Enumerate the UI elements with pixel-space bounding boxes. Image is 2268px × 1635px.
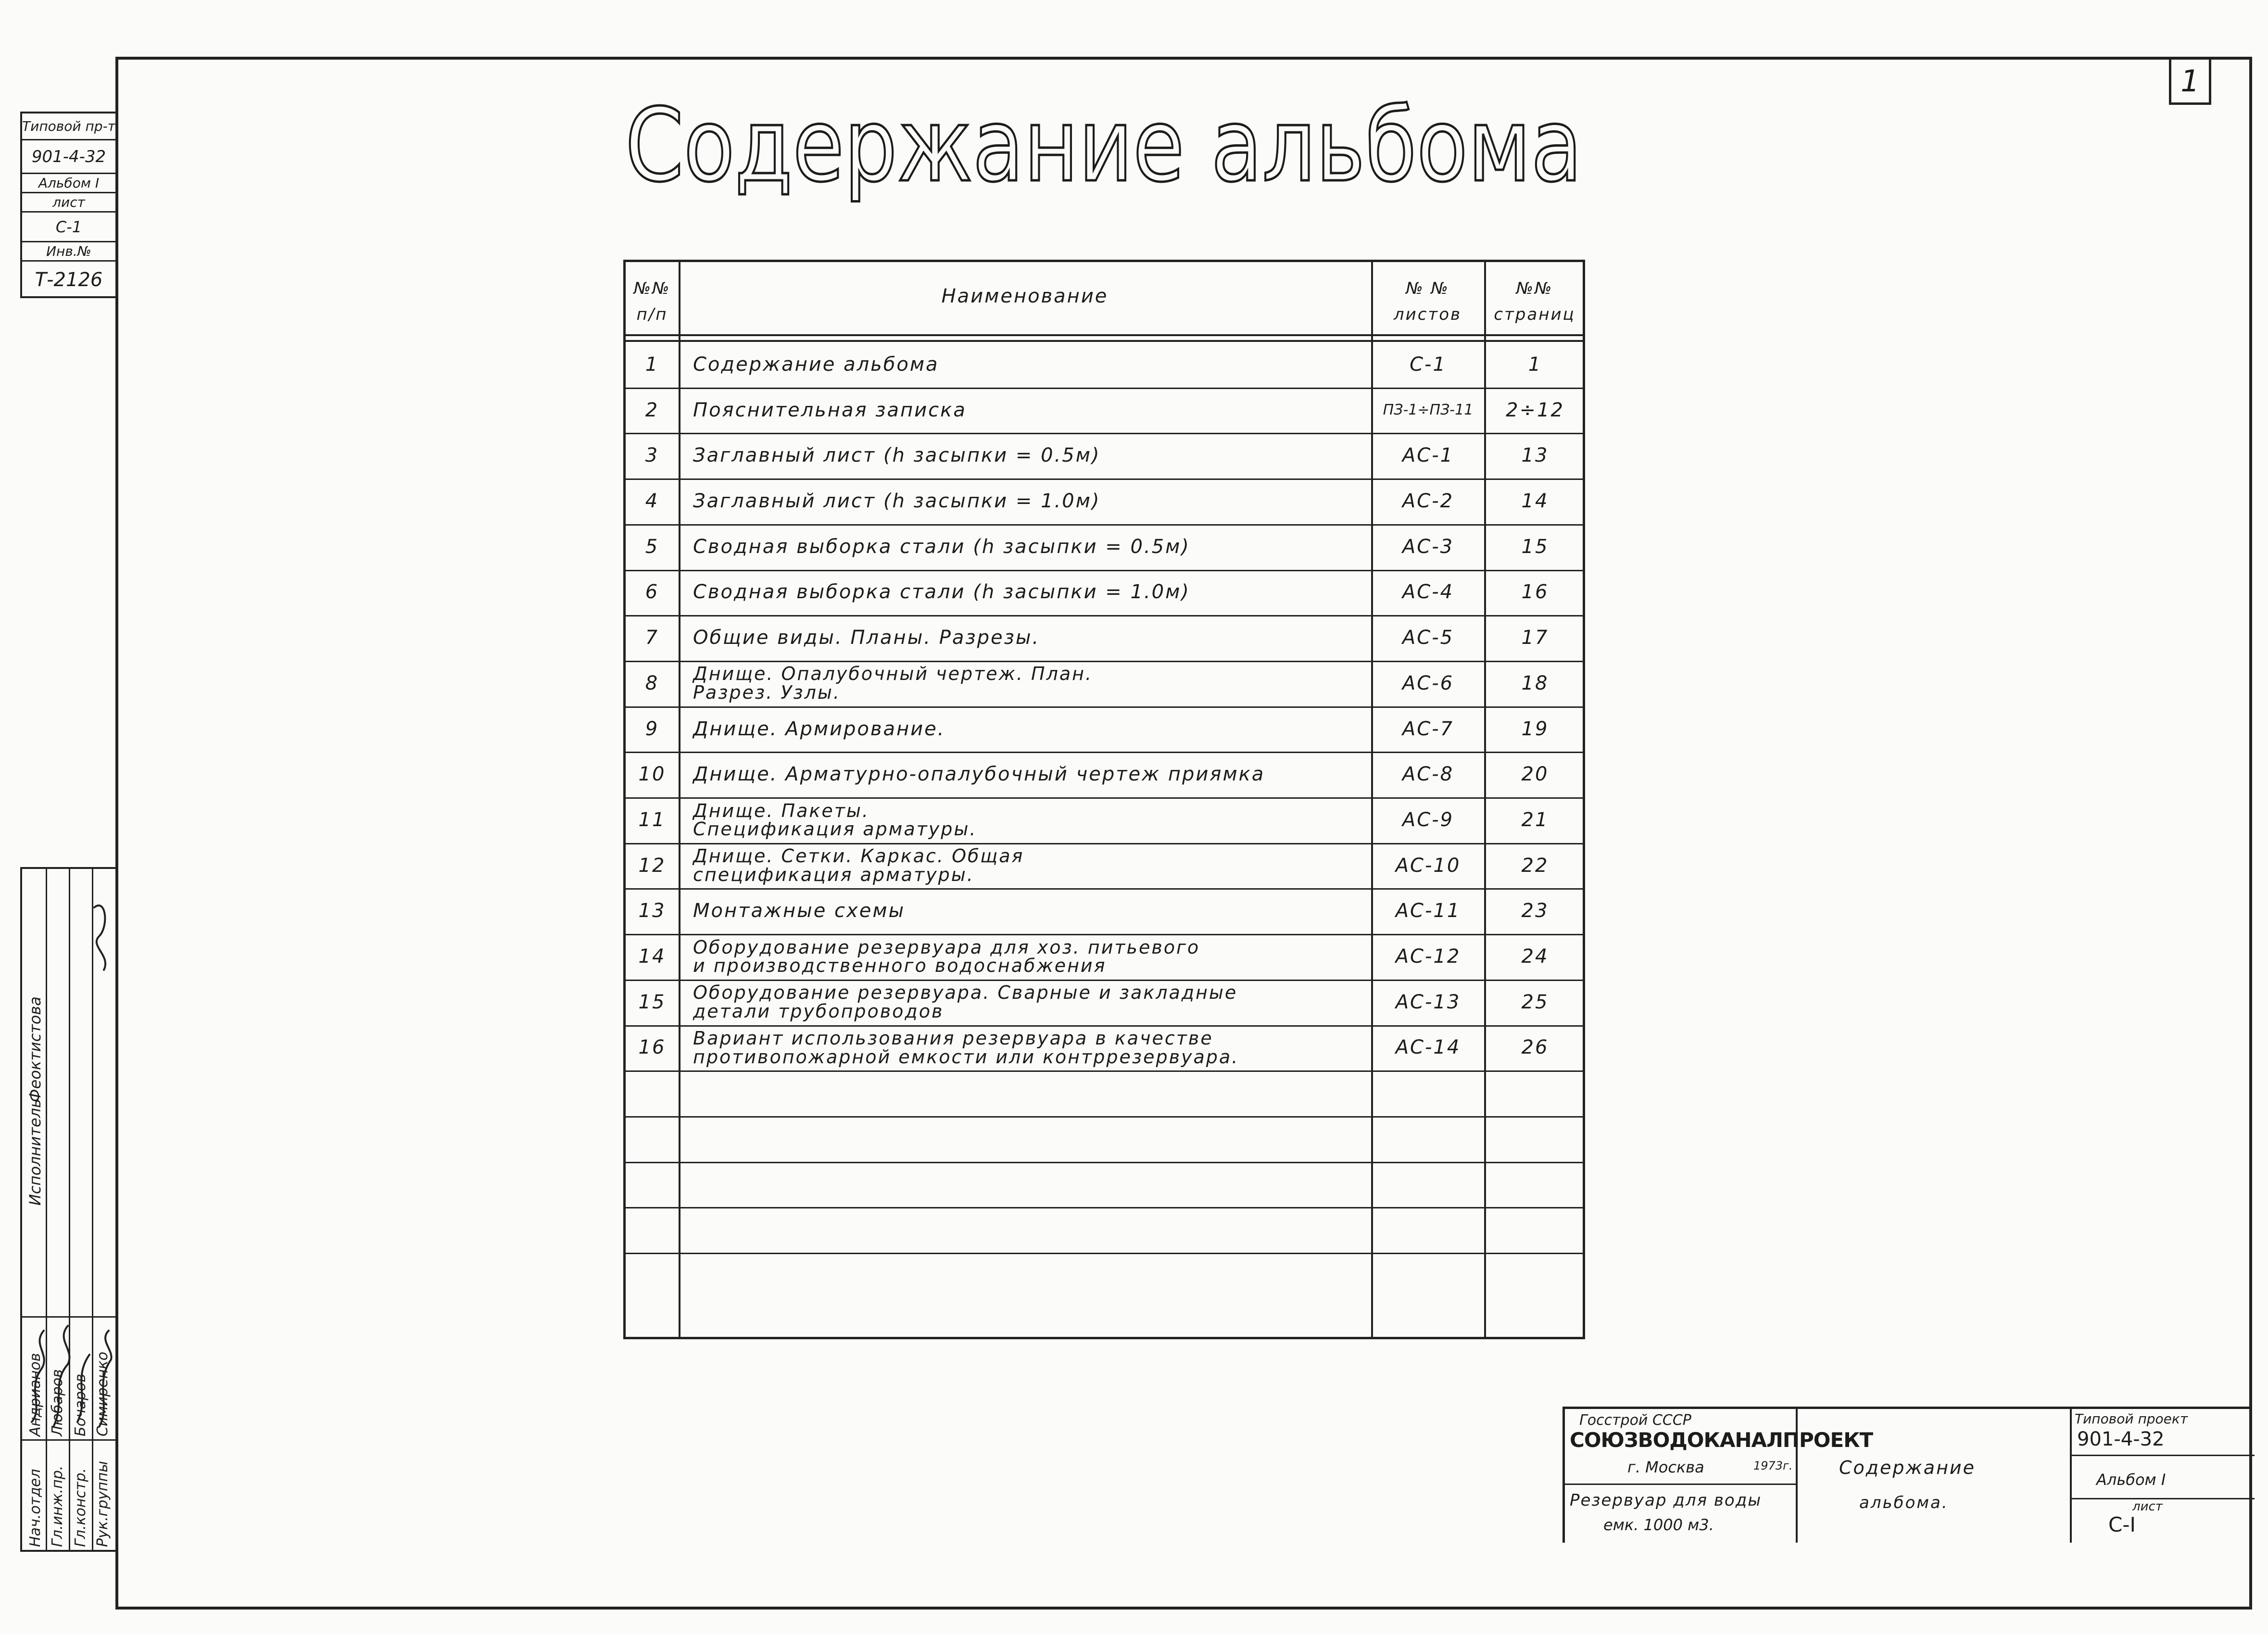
tb-sheet-value: С-I — [2108, 1513, 2136, 1536]
row-number: 11 — [638, 808, 666, 831]
row-number: 12 — [638, 854, 666, 877]
row-name: Содержание альбома — [693, 353, 939, 376]
margin-album-label: Альбом I — [22, 174, 115, 193]
row-number: 14 — [638, 945, 666, 968]
object-name: Резервуар для воды — [1570, 1491, 1762, 1510]
row-sheet: АС-11 — [1395, 900, 1461, 922]
row-name: Заглавный лист (h засыпки = 1.0м) — [693, 490, 1101, 513]
tb-sheet-label: лист — [2132, 1499, 2163, 1514]
row-page: 23 — [1521, 900, 1549, 922]
tb-album: Альбом I — [2096, 1471, 2166, 1489]
row-page: 20 — [1521, 763, 1549, 786]
row-page: 2÷12 — [1506, 399, 1564, 421]
row-name: Оборудование резервуара для хоз. питьевого и производственного водоснабжения — [693, 936, 1200, 977]
row-page: 1 — [1528, 353, 1542, 376]
row-sheet: АС-13 — [1395, 991, 1461, 1013]
row-sheet: АС-8 — [1402, 763, 1454, 786]
object-capacity: емк. 1000 м3. — [1603, 1516, 1714, 1534]
name-3: Бочаров — [72, 1373, 89, 1436]
row-sheet: С-1 — [1410, 353, 1447, 376]
row-sheet: ПЗ-1÷ПЗ-11 — [1383, 401, 1474, 418]
row-number: 10 — [638, 763, 666, 786]
header-num: №№ п/п — [633, 279, 671, 325]
row-page: 13 — [1521, 444, 1549, 467]
header-name: Наименование — [941, 285, 1109, 307]
sheet-title-line1: Содержание — [1839, 1457, 1976, 1478]
row-sheet: АС-5 — [1402, 627, 1454, 649]
row-number: 8 — [645, 672, 659, 694]
row-sheet: АС-12 — [1395, 945, 1461, 968]
org-name: СОЮЗВОДОКАНАЛПРОЕКТ — [1570, 1428, 1873, 1452]
row-number: 16 — [638, 1036, 666, 1059]
role-3: Гл.констр. — [72, 1468, 89, 1547]
row-page: 19 — [1521, 717, 1549, 740]
margin-project-label: Типовой пр-т — [22, 113, 115, 140]
row-name: Днище. Арматурно-опалубочный чертеж приямка — [693, 763, 1265, 786]
row-page: 24 — [1521, 945, 1549, 968]
row-page: 16 — [1521, 581, 1549, 604]
page-number: 1 — [2169, 57, 2211, 105]
row-name: Днище. Пакеты. Спецификация арматуры. — [693, 800, 977, 840]
row-sheet: АС-2 — [1402, 490, 1454, 513]
row-number: 4 — [645, 490, 659, 513]
row-sheet: АС-10 — [1395, 854, 1461, 877]
row-number: 6 — [645, 581, 659, 604]
tb-project-code: 901-4-32 — [2077, 1428, 2165, 1450]
row-number: 9 — [645, 717, 659, 740]
row-page: 14 — [1521, 490, 1549, 513]
role-2: Гл.инж.пр. — [49, 1465, 66, 1547]
title-block — [1562, 1407, 2252, 1543]
role-1: Нач.отдел — [27, 1469, 44, 1547]
row-name: Заглавный лист (h засыпки = 0.5м) — [693, 444, 1101, 467]
row-name: Оборудование резервуара. Сварные и закладные детали трубопроводов — [693, 982, 1238, 1022]
margin-inv-value: Т-2126 — [35, 269, 103, 291]
row-name: Пояснительная записка — [693, 399, 967, 421]
org-city: г. Москва — [1627, 1458, 1704, 1476]
row-name: Вариант использования резервуара в качестве противопожарной емкости или контррезервуара. — [693, 1028, 1239, 1068]
row-sheet: АС-1 — [1402, 444, 1454, 467]
row-page: 25 — [1521, 991, 1549, 1013]
row-sheet: АС-9 — [1402, 808, 1454, 831]
row-name: Сводная выборка стали (h засыпки = 1.0м) — [693, 581, 1190, 604]
row-page: 15 — [1521, 535, 1549, 558]
header-sheets: № № листов — [1393, 279, 1462, 325]
role-4: Рук.группы — [94, 1461, 111, 1547]
row-page: 22 — [1521, 854, 1549, 877]
row-name: Сводная выборка стали (h засыпки = 0.5м) — [693, 535, 1190, 558]
row-page: 26 — [1521, 1036, 1549, 1059]
row-sheet: АС-4 — [1402, 581, 1454, 604]
row-name: Общие виды. Планы. Разрезы. — [693, 627, 1040, 649]
name-4: Симиренко — [94, 1351, 111, 1436]
margin-sheet-value: С-1 — [22, 213, 115, 242]
row-number: 3 — [645, 444, 659, 467]
row-sheet: АС-6 — [1402, 672, 1454, 694]
row-number: 5 — [645, 535, 659, 558]
sheet-title-line2: альбома. — [1859, 1493, 1949, 1512]
contents-table — [623, 260, 1585, 1339]
row-sheet: АС-3 — [1402, 535, 1454, 558]
signature-strip — [20, 867, 115, 1552]
name-2: Любаров — [49, 1369, 66, 1436]
row-name: Монтажные схемы — [693, 900, 906, 922]
row-name: Днище. Сетки. Каркас. Общая спецификация арматуры. — [693, 845, 1024, 886]
tb-project-label: Типовой проект — [2075, 1411, 2188, 1427]
row-number: 2 — [645, 399, 659, 421]
header-pages: №№ страниц — [1494, 279, 1575, 325]
executor-label: Исполнитель — [26, 1099, 44, 1206]
name-1: Андрианов — [27, 1353, 44, 1436]
margin-stamp — [20, 112, 115, 298]
row-page: 21 — [1521, 808, 1549, 831]
row-sheet: АС-14 — [1395, 1036, 1461, 1059]
row-number: 13 — [638, 900, 666, 922]
row-number: 1 — [645, 353, 659, 376]
margin-sheet-label: лист — [22, 193, 115, 213]
margin-inv-label: Инв.№ — [22, 242, 115, 262]
executor-name: Феоктистова — [26, 996, 44, 1102]
row-name: Днище. Опалубочный чертеж. План. Разрез. Узлы. — [693, 663, 1093, 704]
row-name: Днище. Армирование. — [693, 717, 945, 740]
org-year: 1973г. — [1753, 1459, 1793, 1472]
margin-project-code: 901-4-32 — [22, 140, 115, 174]
signature-scribbles — [22, 869, 115, 1552]
org-ministry: Госстрой СССР — [1579, 1412, 1691, 1429]
row-number: 15 — [638, 991, 666, 1013]
page-title — [613, 87, 1594, 204]
row-sheet: АС-7 — [1402, 717, 1454, 740]
row-number: 7 — [645, 627, 659, 649]
page-title-text: Содержание альбома — [625, 87, 1582, 204]
row-page: 18 — [1521, 672, 1549, 694]
row-page: 17 — [1521, 627, 1549, 649]
